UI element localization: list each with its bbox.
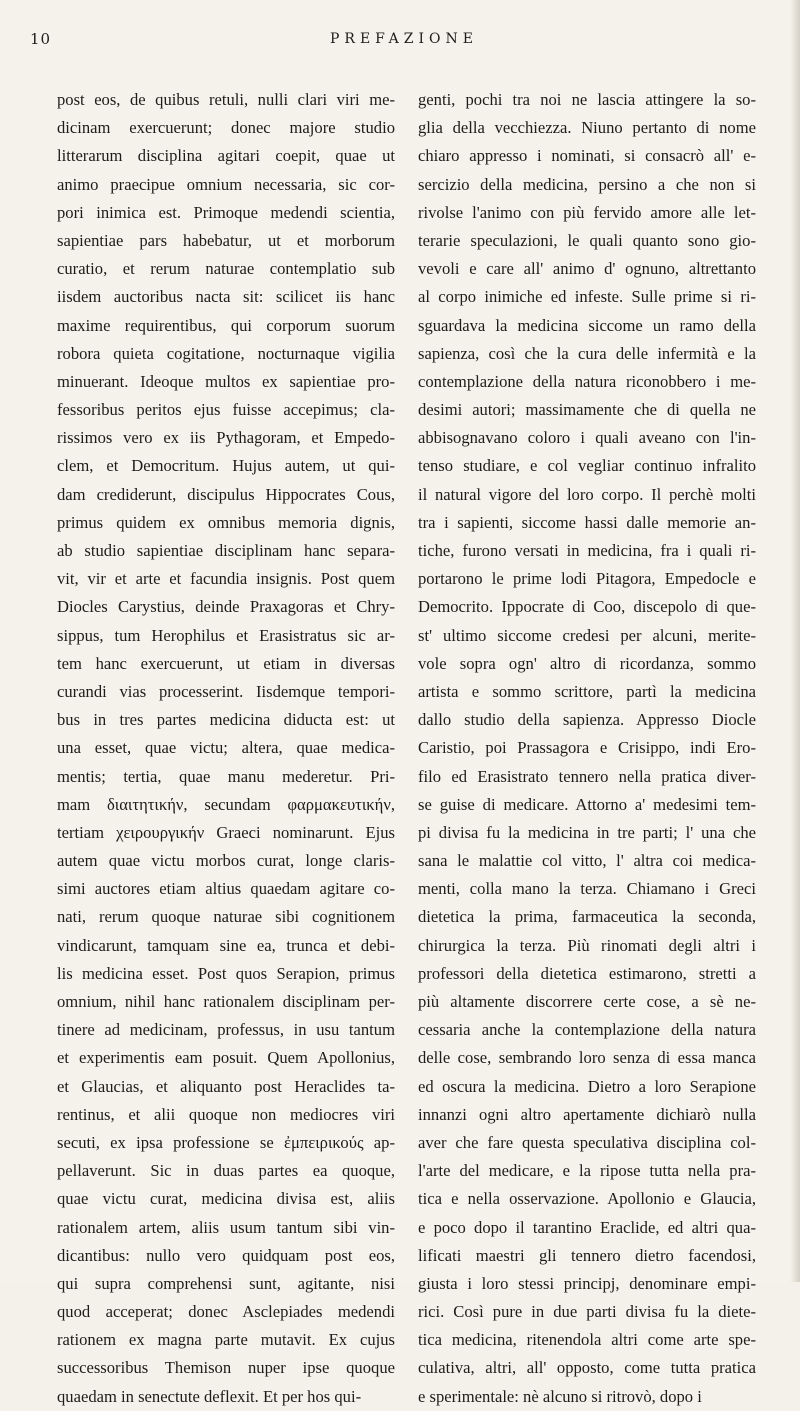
latin-text-line: fessoribus peritos ejus fuisse accepimus; cla- — [57, 400, 395, 420]
italian-text-line: tica medicina, ritenendola altri come arte spe- — [418, 1330, 756, 1350]
italian-text-line: vevoli e care all' animo d' ognuno, altrettanto — [418, 259, 756, 279]
latin-text-line: dicinam exercuerunt; donec majore studio — [57, 118, 395, 138]
italian-text-line: sapienza, così che la cura delle infermità e la — [418, 343, 756, 363]
latin-text-line: curatio, et rerum naturae contemplatio sub — [57, 259, 395, 279]
latin-text-line: successoribus Themison nuper ipse quoque — [57, 1358, 395, 1378]
latin-text-line: simi auctores etiam altius quaedam agitare co- — [57, 879, 395, 899]
latin-text-line: rationem ex magna parte mutavit. Ex cujus — [57, 1330, 395, 1350]
italian-text-line: rivolse l'animo con più fervido amore alle let- — [418, 202, 756, 222]
italian-text-line: abbisognavano coloro i quali aveano con l'in- — [418, 428, 756, 448]
latin-text-line: minuerant. Ideoque multos ex sapientiae pro- — [57, 371, 395, 391]
italian-text-line: aver che fare questa speculativa disciplina col- — [418, 1132, 756, 1152]
italian-text-line: tenso studiare, e col vegliar continuo infralito — [418, 456, 756, 476]
italian-text-line: terarie speculazioni, le quali quanto sono gio- — [418, 230, 756, 250]
latin-text-line: sippus, tum Herophilus et Erasistratus sic ar- — [57, 625, 395, 645]
italian-text-line: cessaria anche la contemplazione della natura — [418, 1020, 756, 1040]
italian-text-line: chirurgica la terza. Più rinomati degli altri i — [418, 935, 756, 955]
italian-text-line: ed oscura la medicina. Dietro a loro Serapione — [418, 1076, 756, 1096]
italian-text-line: desimi autori; massimamente che di quella ne — [418, 400, 756, 420]
latin-text-line: pori inimica est. Primoque medendi scientia, — [57, 202, 395, 222]
latin-text-line: animo praecipue omnium necessaria, sic cor- — [57, 174, 395, 194]
latin-text-line: Diocles Carystius, deinde Praxagoras et Chry- — [57, 597, 395, 617]
latin-text-line: clem, et Democritum. Hujus autem, ut qui- — [57, 456, 395, 476]
latin-text-line: quod acceperat; donec Asclepiades medendi — [57, 1302, 395, 1322]
latin-text-line: autem quae victu morbos curat, longe claris- — [57, 851, 395, 871]
italian-text-line: se guise di medicare. Attorno a' medesimi tem- — [418, 794, 756, 814]
latin-text-line: nati, rerum quoque naturae sibi cognitionem — [57, 907, 395, 927]
latin-text-line: post eos, de quibus retuli, nulli clari viri me- — [57, 90, 395, 109]
italian-text-line: innanzi ogni altro apertamente dichiarò nulla — [418, 1104, 756, 1124]
latin-text-line: et experimentis eam posuit. Quem Apollonius, — [57, 1048, 395, 1068]
latin-text-line: iisdem auctoribus nacta sit: scilicet iis hanc — [57, 287, 395, 307]
italian-text-line: sguardava la medicina siccome un ramo della — [418, 315, 756, 335]
latin-text-line: robora quieta cogitatione, nocturnaque vigilia — [57, 343, 395, 363]
italian-text-line: al corpo inimiche ed infeste. Sulle prime si ri- — [418, 287, 756, 307]
italian-text-line: glia della vecchiezza. Niuno pertanto di nome — [418, 118, 756, 138]
italian-text-line: contemplazione della natura riconobbero i me- — [418, 371, 756, 391]
latin-text-line: ab studio sapientiae disciplinam hanc separa- — [57, 541, 395, 560]
latin-text-line: tem hanc exercuerunt, ut etiam in diversas — [57, 653, 395, 673]
italian-text-line: tra i sapienti, siccome hassi dalle memorie an- — [418, 512, 756, 532]
italian-text-line: delle cose, sembrando loro senza di essa manca — [418, 1048, 756, 1068]
latin-text-line: quae victu curat, medicina divisa est, aliis — [57, 1189, 395, 1209]
italian-text-line: Democrito. Ippocrate di Coo, discepolo di que- — [418, 597, 756, 617]
italian-text-line: e poco dopo il tarantino Eraclide, ed altri qua- — [418, 1217, 756, 1237]
italian-text-line: sercizio della medicina, persino a che non si — [418, 174, 756, 194]
latin-text-line: lis medicina esset. Post quos Serapion, primus — [57, 963, 395, 983]
latin-text-line: vindicarunt, tamquam sine ea, trunca et debi- — [57, 935, 395, 955]
latin-text-line: vit, vir et arte et facundia insignis. Post quem — [57, 569, 395, 589]
latin-text-line: et Glaucias, et aliquanto post Heraclides ta- — [57, 1076, 395, 1096]
italian-text-line: l'arte del medicare, e la ripose tutta nella pra- — [418, 1161, 756, 1181]
latin-text-line: litterarum disciplina agitari coepit, quae ut — [57, 146, 395, 166]
latin-text-line: primus quidem ex omnibus memoria dignis, — [57, 512, 395, 532]
italian-text-line: vole sopra ogn' altro di ricordanza, sommo — [418, 653, 756, 673]
italian-text-line: culativa, altri, all' opposto, come tutta pratica — [418, 1358, 756, 1378]
latin-text-line: rentinus, et alii quoque non mediocres viri — [57, 1104, 395, 1124]
italian-text-line: il natural vigore del loro corpo. Il perchè molti — [418, 484, 756, 504]
italian-text-line: lificati maestri gli tennero dietro facendosi, — [418, 1245, 756, 1265]
latin-text-line: tinere ad medicinam, professus, in usu tantum — [57, 1020, 395, 1040]
italian-text-line: pi divisa fu la medicina in tre parti; l' una che — [418, 822, 756, 842]
italian-text-line: e sperimentale: nè alcuno si ritrovò, dopo i — [418, 1386, 702, 1406]
latin-text-line: omnium, nihil hanc rationalem disciplinam per- — [57, 992, 395, 1011]
italian-text-line: Caristio, poi Prassagora e Crisippo, indi Ero- — [418, 738, 756, 758]
italian-text-line: giusta i loro stessi principj, denominare empi- — [418, 1273, 756, 1293]
italian-text-line: dallo studio della sapienza. Appresso Diocle — [418, 710, 756, 730]
latin-text-line: mentis; tertia, quae manu mederetur. Pri- — [57, 766, 395, 786]
italian-text-line: menti, colla mano la terza. Chiamano i Greci — [418, 879, 756, 899]
running-head: PREFAZIONE — [330, 31, 478, 47]
italian-text-line: genti, pochi tra noi ne lascia attingere la so- — [418, 90, 756, 109]
italian-text-line: tica e nella osservazione. Apollonio e Glaucia, — [418, 1189, 756, 1209]
latin-text-column — [57, 86, 395, 1411]
latin-text-line: qui supra comprehensi sunt, agitante, nisi — [57, 1273, 395, 1293]
italian-text-column — [418, 86, 756, 1411]
latin-text-line: secuti, ex ipsa professione se ἐμπειρικούς ap- — [57, 1132, 395, 1152]
latin-text-line: rissimos vero ex iis Pythagoram, et Empedo- — [57, 428, 395, 448]
latin-text-line: maxime requirentibus, qui corporum suorum — [57, 315, 395, 335]
latin-text-line: dicantibus: nullo vero quidquam post eos, — [57, 1245, 395, 1265]
italian-text-line: chiaro appresso i nominati, si consacrò all' e- — [418, 146, 756, 166]
latin-text-line: tertiam χειρουργικήν Graeci nominarunt. Ejus — [57, 822, 395, 842]
italian-text-line: più altamente discorrere certe cose, a sè ne- — [418, 992, 756, 1011]
italian-text-line: sana le malattie col vitto, l' altra coi medica- — [418, 851, 756, 871]
page-number: 10 — [30, 30, 52, 48]
italian-text-line: tiche, furono versati in medicina, fra i quali ri- — [418, 541, 756, 560]
latin-text-line: pellaverunt. Sic in duas partes ea quoque, — [57, 1161, 395, 1181]
italian-text-line: filo ed Erasistrato tennero nella pratica diver- — [418, 766, 756, 786]
latin-text-line: una esset, quae victu; altera, quae medica- — [57, 738, 395, 758]
italian-text-line: rici. Così pure in due parti divisa fu la diete- — [418, 1302, 756, 1322]
italian-text-line: artista e sommo scrittore, partì la medicina — [418, 681, 756, 701]
latin-text-line: curandi vias processerint. Iisdemque tempori- — [57, 681, 395, 701]
latin-text-line: sapientiae pars habebatur, ut et morborum — [57, 230, 395, 250]
latin-text-line: dam crediderunt, discipulus Hippocrates Cous, — [57, 484, 395, 504]
italian-text-line: portarono le prime lodi Pitagora, Empedocle e — [418, 569, 756, 589]
latin-text-line: mam διαιτητικήν, secundam φαρμακευτικήν, — [57, 794, 395, 814]
italian-text-line: professori della dietetica estimarono, stretti a — [418, 963, 756, 983]
latin-text-line: rationalem artem, aliis usum tantum sibi vin- — [57, 1217, 395, 1237]
latin-text-line: quaedam in senectute deflexit. Et per hos qui- — [57, 1386, 362, 1406]
italian-text-line: st' ultimo siccome credesi per alcuni, merite- — [418, 625, 756, 645]
latin-text-line: bus in tres partes medicina diducta est: ut — [57, 710, 395, 730]
page-edge-shadow — [790, 0, 800, 1282]
italian-text-line: dietetica la prima, farmaceutica la seconda, — [418, 907, 756, 927]
